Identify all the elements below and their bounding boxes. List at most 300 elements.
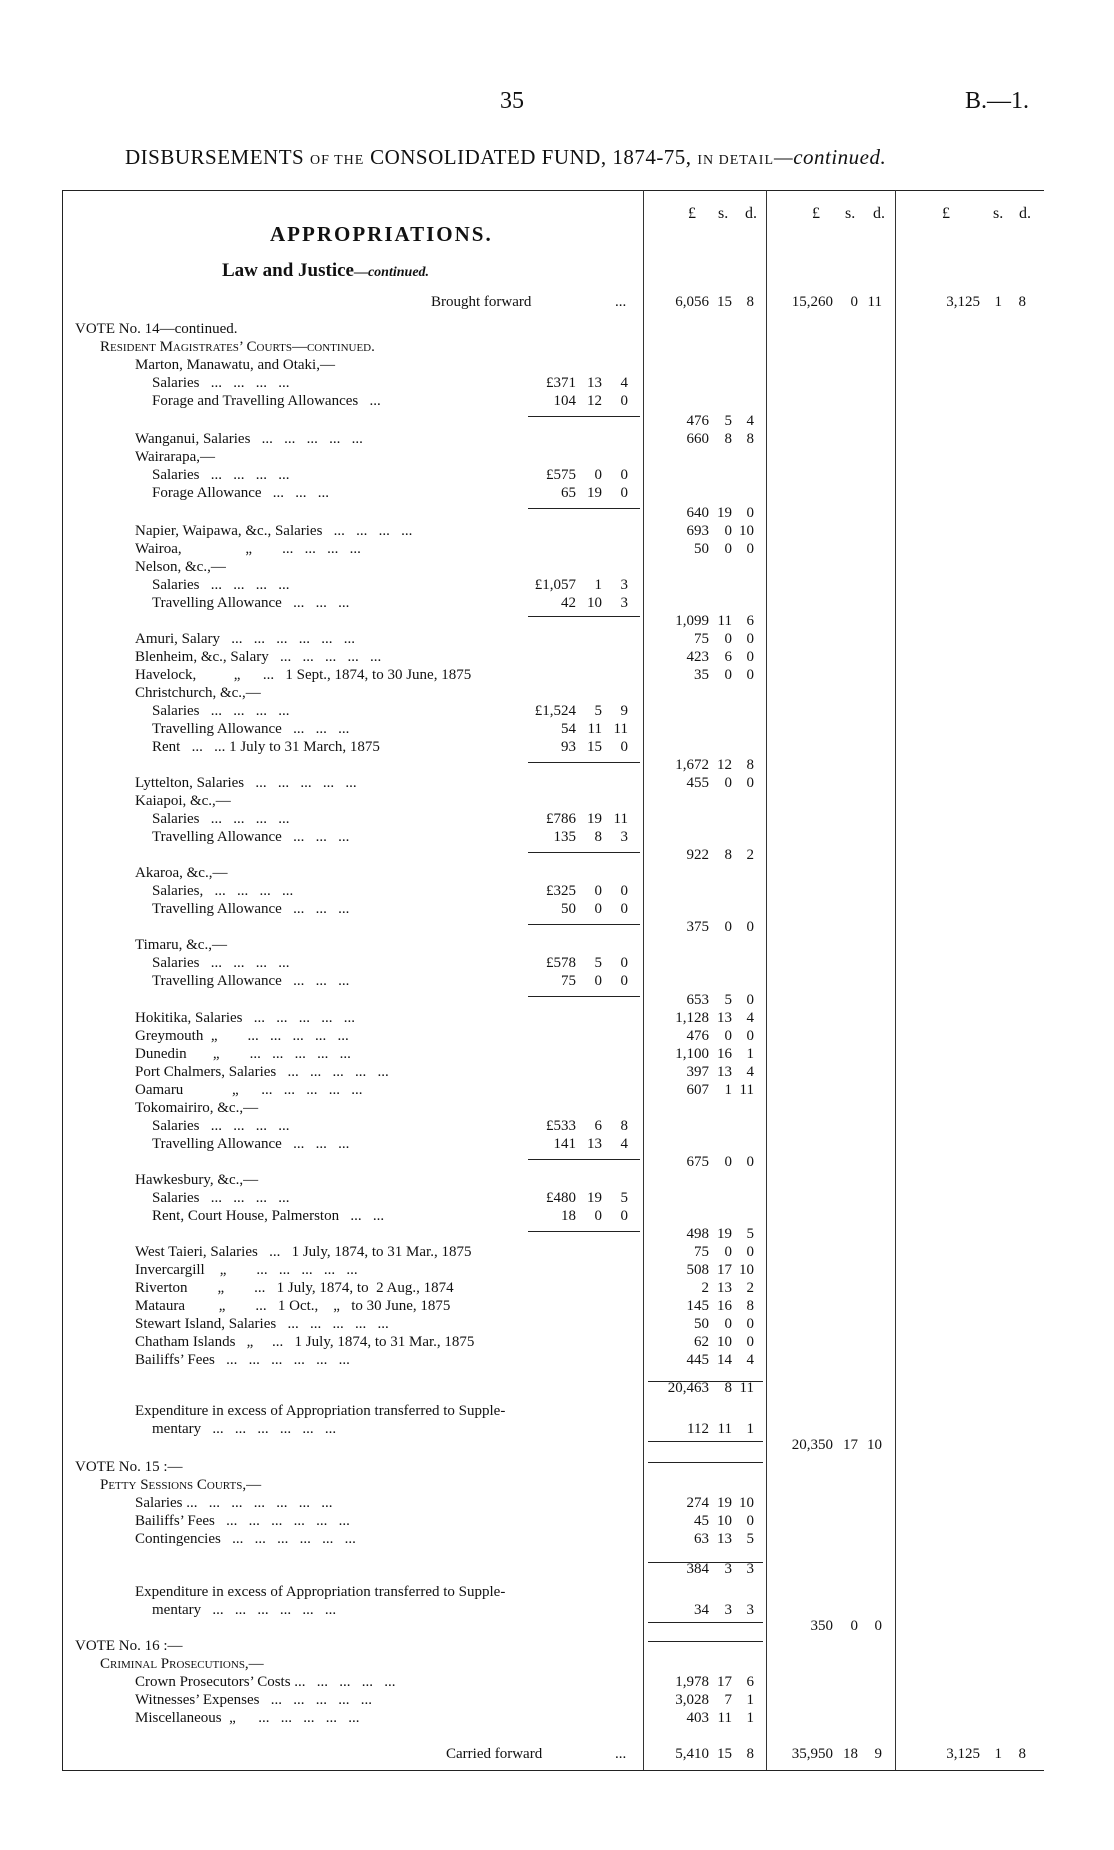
table-row	[0, 756, 1114, 774]
amount-shillings: 6	[724, 649, 732, 665]
row-label: Invercargill „ ... ... ... ... ...	[135, 1262, 358, 1278]
subtotal-rule	[528, 1159, 640, 1160]
amount-pounds: 35	[694, 667, 709, 683]
amount-pence: 3	[746, 1602, 754, 1618]
table-row	[0, 1135, 1114, 1153]
table-row	[0, 540, 1114, 558]
row-label: Salaries, ... ... ... ...	[152, 883, 294, 899]
sub-amount-pence: 0	[620, 955, 628, 971]
amount-pence: 1	[746, 1421, 754, 1437]
amount-pence: 0	[746, 541, 754, 557]
law-title: Law and Justice	[222, 260, 354, 281]
amount-pounds: 63	[694, 1531, 709, 1547]
brought-forward-dots: ...	[615, 294, 627, 310]
row-label: Salaries ... ... ... ...	[152, 1190, 290, 1206]
row-label: Forage Allowance ... ... ...	[152, 485, 330, 501]
table-row	[0, 1315, 1114, 1333]
amount-pence: 0	[746, 505, 754, 521]
table-row	[0, 1153, 1114, 1171]
subtotal-rule	[528, 1231, 640, 1232]
table-row	[0, 1099, 1114, 1117]
total-amount-shillings: 0	[850, 1618, 858, 1634]
amount-pence: 8	[746, 1298, 754, 1314]
bf-col3-shillings: 1	[994, 294, 1002, 310]
col2-pence-header: d.	[873, 205, 885, 222]
table-row	[0, 1476, 1114, 1494]
sub-amount-pence: 0	[620, 883, 628, 899]
row-label: Port Chalmers, Salaries ... ... ... ... ...	[135, 1064, 389, 1080]
col1-pence-header: d.	[745, 205, 757, 222]
table-row	[0, 1027, 1114, 1045]
sub-amount-shillings: 13	[587, 1136, 602, 1152]
amount-pence: 11	[739, 1082, 754, 1098]
title-in-detail: IN DETAIL	[697, 153, 775, 168]
amount-shillings: 7	[724, 1692, 732, 1708]
sub-amount-shillings: 5	[594, 955, 602, 971]
sub-amount-pence: 0	[620, 739, 628, 755]
amount-shillings: 10	[717, 1334, 732, 1350]
law-and-justice-heading	[222, 260, 429, 282]
amount-pounds: 145	[686, 1298, 709, 1314]
amount-pounds: 50	[694, 1316, 709, 1332]
amount-shillings: 3	[724, 1602, 732, 1618]
row-label: Contingencies ... ... ... ... ... ...	[135, 1531, 356, 1547]
cf-col3-pounds: 3,125	[946, 1746, 980, 1762]
row-label: Witnesses’ Expenses ... ... ... ... ...	[135, 1692, 373, 1708]
table-row	[0, 1279, 1114, 1297]
table-row	[0, 792, 1114, 810]
amount-shillings: 19	[717, 1495, 732, 1511]
bf-col1-pounds: 6,056	[675, 294, 709, 310]
sub-amount-pence: 5	[620, 1190, 628, 1206]
sub-amount-pounds: 75	[561, 973, 576, 989]
bf-col2-pence: 11	[867, 294, 882, 310]
amount-shillings: 10	[717, 1513, 732, 1529]
cf-col2-shillings: 18	[843, 1746, 858, 1762]
sub-amount-pounds: £480	[546, 1190, 576, 1206]
subtotal-rule	[528, 416, 640, 417]
bf-col3-pence: 8	[1018, 294, 1026, 310]
amount-pounds: 375	[686, 919, 709, 935]
col1-shilling-header: s.	[718, 205, 729, 222]
amount-pounds: 20,463	[667, 1380, 709, 1396]
row-label: Crown Prosecutors’ Costs ... ... ... ... ...	[135, 1674, 396, 1690]
sub-amount-shillings: 5	[594, 703, 602, 719]
col3-pound-header: £	[942, 205, 950, 222]
amount-pounds: 75	[694, 1244, 709, 1260]
amount-pounds: 455	[686, 775, 709, 791]
title-continued: —continued.	[774, 145, 887, 169]
amount-pounds: 34	[694, 1602, 709, 1618]
total-amount-shillings: 17	[843, 1437, 858, 1453]
amount-pounds: 476	[686, 413, 709, 429]
table-row	[0, 1655, 1114, 1673]
col1-pound-header: £	[688, 205, 696, 222]
sub-amount-pounds: 42	[561, 595, 576, 611]
table-row	[0, 936, 1114, 954]
row-label: Timaru, &c.,—	[135, 937, 227, 953]
table-row	[0, 702, 1114, 720]
amount-pounds: 1,099	[675, 613, 709, 629]
sub-amount-shillings: 1	[594, 577, 602, 593]
sub-amount-pence: 3	[620, 595, 628, 611]
amount-pounds: 397	[686, 1064, 709, 1080]
title-main: DISBURSEMENTS	[125, 145, 305, 169]
row-label: Hokitika, Salaries ... ... ... ... ...	[135, 1010, 355, 1026]
table-row	[0, 1045, 1114, 1063]
table-row	[0, 1081, 1114, 1099]
amount-pounds: 1,978	[675, 1674, 709, 1690]
amount-pounds: 476	[686, 1028, 709, 1044]
table-row	[0, 1297, 1114, 1315]
sub-amount-shillings: 10	[587, 595, 602, 611]
table-row	[0, 1379, 1114, 1397]
amount-shillings: 0	[724, 523, 732, 539]
sub-amount-pence: 0	[620, 393, 628, 409]
sub-amount-shillings: 19	[587, 1190, 602, 1206]
table-row	[0, 1583, 1114, 1601]
amount-pounds: 640	[686, 505, 709, 521]
subtotal-rule	[528, 852, 640, 853]
sub-amount-pence: 11	[613, 721, 628, 737]
title-of: OF THE	[309, 153, 365, 168]
row-label: Travelling Allowance ... ... ...	[152, 595, 350, 611]
amount-pence: 10	[739, 1262, 754, 1278]
sub-amount-pounds: 54	[561, 721, 576, 737]
sub-amount-pounds: 104	[553, 393, 576, 409]
amount-pence: 4	[746, 413, 754, 429]
row-label: Salaries ... ... ... ... ... ... ...	[135, 1495, 333, 1511]
amount-pence: 0	[746, 1244, 754, 1260]
table-row	[0, 918, 1114, 936]
amount-pounds: 45	[694, 1513, 709, 1529]
row-label: Wairoa, „ ... ... ... ...	[135, 541, 361, 557]
brought-forward-label: Brought forward	[431, 294, 532, 310]
table-row	[0, 630, 1114, 648]
row-label: Salaries ... ... ... ...	[152, 467, 290, 483]
table-row	[0, 684, 1114, 702]
amount-pence: 0	[746, 775, 754, 791]
table-row	[0, 412, 1114, 430]
sub-amount-pence: 4	[620, 1136, 628, 1152]
amount-pence: 4	[746, 1010, 754, 1026]
amount-shillings: 19	[717, 505, 732, 521]
amount-pence: 4	[746, 1064, 754, 1080]
amount-shillings: 11	[717, 613, 732, 629]
amount-shillings: 12	[717, 757, 732, 773]
table-row	[0, 1530, 1114, 1548]
amount-pence: 1	[746, 1710, 754, 1726]
title-fund: CONSOLIDATED FUND, 1874-75,	[370, 145, 692, 169]
table-row	[0, 1560, 1114, 1578]
sub-amount-pounds: £575	[546, 467, 576, 483]
sub-amount-shillings: 15	[587, 739, 602, 755]
sub-amount-pounds: £578	[546, 955, 576, 971]
row-label: Expenditure in excess of Appropriation transferred to Supple-	[135, 1584, 506, 1600]
vote-heading: VOTE No. 16 :—	[75, 1638, 183, 1654]
bf-col1-pence: 8	[746, 294, 754, 310]
sub-amount-shillings: 6	[594, 1118, 602, 1134]
row-label: Dunedin „ ... ... ... ... ...	[135, 1046, 351, 1062]
bf-col2-pounds: 15,260	[791, 294, 833, 310]
table-row	[0, 1709, 1114, 1727]
total-rule	[648, 1441, 763, 1442]
subtotal-rule	[528, 924, 640, 925]
appropriations-heading: APPROPRIATIONS.	[270, 222, 493, 246]
table-row	[0, 900, 1114, 918]
table-row	[0, 1333, 1114, 1351]
table-row	[0, 810, 1114, 828]
row-label: Travelling Allowance ... ... ...	[152, 829, 350, 845]
amount-pounds: 2	[701, 1280, 709, 1296]
amount-shillings: 11	[717, 1710, 732, 1726]
amount-shillings: 13	[717, 1280, 732, 1296]
table-row	[0, 612, 1114, 630]
amount-pence: 0	[746, 1154, 754, 1170]
amount-shillings: 17	[717, 1262, 732, 1278]
amount-pence: 0	[746, 919, 754, 935]
table-row	[0, 1512, 1114, 1530]
amount-pounds: 274	[686, 1495, 709, 1511]
carried-forward-label: Carried forward	[446, 1746, 543, 1762]
amount-pence: 0	[746, 1028, 754, 1044]
row-label: Salaries ... ... ... ...	[152, 375, 290, 391]
amount-pounds: 693	[686, 523, 709, 539]
sub-amount-shillings: 0	[594, 1208, 602, 1224]
sub-amount-pence: 11	[613, 811, 628, 827]
amount-pence: 10	[739, 523, 754, 539]
sub-amount-pounds: 65	[561, 485, 576, 501]
sub-amount-pounds: 50	[561, 901, 576, 917]
row-label: Riverton „ ... 1 July, 1874, to 2 Aug., 1874	[135, 1280, 454, 1296]
table-row	[0, 504, 1114, 522]
amount-pounds: 508	[686, 1262, 709, 1278]
amount-shillings: 16	[717, 1298, 732, 1314]
subtotal-rule	[528, 508, 640, 509]
table-row	[0, 466, 1114, 484]
table-row	[0, 972, 1114, 990]
row-label: Salaries ... ... ... ...	[152, 955, 290, 971]
row-label: Forage and Travelling Allowances ...	[152, 393, 381, 409]
row-label: Oamaru „ ... ... ... ... ...	[135, 1082, 363, 1098]
table-top-rule	[62, 190, 1044, 191]
amount-pounds: 384	[686, 1561, 709, 1577]
row-label: Kaiapoi, &c.,—	[135, 793, 231, 809]
row-label: Marton, Manawatu, and Otaki,—	[135, 357, 335, 373]
row-label: Salaries ... ... ... ...	[152, 1118, 290, 1134]
row-label: Expenditure in excess of Appropriation transferred to Supple-	[135, 1403, 506, 1419]
amount-pence: 6	[746, 1674, 754, 1690]
table-row	[0, 864, 1114, 882]
table-row	[0, 1243, 1114, 1261]
amount-pence: 1	[746, 1692, 754, 1708]
amount-shillings: 0	[724, 541, 732, 557]
sub-amount-pence: 9	[620, 703, 628, 719]
table-row	[0, 1207, 1114, 1225]
amount-shillings: 5	[724, 992, 732, 1008]
total-rule	[648, 1381, 763, 1382]
amount-pounds: 112	[687, 1421, 709, 1437]
amount-shillings: 0	[724, 1154, 732, 1170]
amount-pounds: 62	[694, 1334, 709, 1350]
row-label: mentary ... ... ... ... ... ...	[152, 1602, 337, 1618]
sub-amount-shillings: 19	[587, 811, 602, 827]
total-rule	[648, 1562, 763, 1563]
table-row	[0, 338, 1114, 356]
sub-amount-pounds: £1,524	[534, 703, 576, 719]
amount-pence: 2	[746, 847, 754, 863]
amount-shillings: 8	[724, 847, 732, 863]
row-label: Chatham Islands „ ... 1 July, 1874, to 31 Mar., 1875	[135, 1334, 475, 1350]
amount-shillings: 0	[724, 1316, 732, 1332]
col2-pound-header: £	[812, 205, 820, 222]
total-amount-pence: 0	[874, 1618, 882, 1634]
row-label: mentary ... ... ... ... ... ...	[152, 1421, 337, 1437]
total-amount-pounds: 20,350	[791, 1437, 833, 1453]
cf-col2-pence: 9	[874, 1746, 882, 1762]
amount-shillings: 0	[724, 1028, 732, 1044]
amount-pence: 2	[746, 1280, 754, 1296]
amount-pounds: 607	[686, 1082, 709, 1098]
page-title	[125, 145, 886, 170]
row-label: Wanganui, Salaries ... ... ... ... ...	[135, 431, 363, 447]
amount-shillings: 5	[724, 413, 732, 429]
row-label: Travelling Allowance ... ... ...	[152, 901, 350, 917]
total-rule	[648, 1622, 763, 1623]
row-label: Salaries ... ... ... ...	[152, 577, 290, 593]
amount-pounds: 423	[686, 649, 709, 665]
amount-shillings: 17	[717, 1674, 732, 1690]
table-row	[0, 1402, 1114, 1420]
sub-amount-pounds: £533	[546, 1118, 576, 1134]
amount-pounds: 1,672	[675, 757, 709, 773]
amount-shillings: 0	[724, 631, 732, 647]
cf-col3-pence: 8	[1018, 1746, 1026, 1762]
sub-amount-shillings: 0	[594, 901, 602, 917]
table-row	[0, 320, 1114, 338]
amount-shillings: 13	[717, 1531, 732, 1547]
amount-pounds: 675	[686, 1154, 709, 1170]
table-row	[0, 1171, 1114, 1189]
table-row	[0, 522, 1114, 540]
amount-pounds: 1,128	[675, 1010, 709, 1026]
amount-pence: 6	[746, 613, 754, 629]
cf-col2-pounds: 35,950	[791, 1746, 833, 1762]
row-label: Christchurch, &c.,—	[135, 685, 261, 701]
sub-amount-shillings: 0	[594, 973, 602, 989]
row-label: Bailiffs’ Fees ... ... ... ... ... ...	[135, 1352, 350, 1368]
row-label: Rent ... ... 1 July to 31 March, 1875	[152, 739, 380, 755]
total-amount-pence: 10	[867, 1437, 882, 1453]
row-label: Greymouth „ ... ... ... ... ...	[135, 1028, 349, 1044]
table-row	[0, 576, 1114, 594]
sub-amount-pounds: £786	[546, 811, 576, 827]
cf-col1-pence: 8	[746, 1746, 754, 1762]
amount-pence: 4	[746, 1352, 754, 1368]
amount-pence: 5	[746, 1226, 754, 1242]
amount-shillings: 0	[724, 919, 732, 935]
row-label: Tokomairiro, &c.,—	[135, 1100, 259, 1116]
amount-shillings: 1	[724, 1082, 732, 1098]
table-row	[0, 374, 1114, 392]
row-label: Lyttelton, Salaries ... ... ... ... ...	[135, 775, 357, 791]
row-label: Amuri, Salary ... ... ... ... ... ...	[135, 631, 355, 647]
col2-shilling-header: s.	[845, 205, 856, 222]
table-row	[0, 1494, 1114, 1512]
table-row	[0, 558, 1114, 576]
table-row	[0, 720, 1114, 738]
row-label: Havelock, „ ... 1 Sept., 1874, to 30 June, 1875	[135, 667, 472, 683]
row-label: Travelling Allowance ... ... ...	[152, 973, 350, 989]
amount-pence: 11	[739, 1380, 754, 1396]
amount-pence: 8	[746, 431, 754, 447]
sub-amount-pence: 8	[620, 1118, 628, 1134]
row-label: Stewart Island, Salaries ... ... ... ... ...	[135, 1316, 389, 1332]
amount-shillings: 0	[724, 667, 732, 683]
table-row	[0, 1637, 1114, 1655]
table-row	[0, 846, 1114, 864]
amount-pence: 0	[746, 1316, 754, 1332]
row-label: Miscellaneous „ ... ... ... ... ...	[135, 1710, 360, 1726]
table-row	[0, 1458, 1114, 1476]
sub-amount-pounds: 135	[553, 829, 576, 845]
total-rule	[648, 1641, 763, 1642]
amount-pounds: 660	[686, 431, 709, 447]
table-row	[0, 1617, 1114, 1635]
cf-col3-shillings: 1	[994, 1746, 1002, 1762]
vote-heading: VOTE No. 14—continued.	[75, 321, 238, 337]
table-row	[0, 666, 1114, 684]
cf-col1-shillings: 15	[717, 1746, 732, 1762]
row-label: Hawkesbury, &c.,—	[135, 1172, 259, 1188]
sub-amount-pounds: 93	[561, 739, 576, 755]
table-row	[0, 484, 1114, 502]
amount-pounds: 922	[686, 847, 709, 863]
amount-shillings: 13	[717, 1010, 732, 1026]
row-label: Blenheim, &c., Salary ... ... ... ... ...	[135, 649, 382, 665]
sub-amount-pence: 3	[620, 577, 628, 593]
amount-shillings: 16	[717, 1046, 732, 1062]
table-row	[0, 1351, 1114, 1369]
sub-amount-shillings: 19	[587, 485, 602, 501]
row-label: West Taieri, Salaries ... 1 July, 1874, to 31 Mar., 1875	[135, 1244, 472, 1260]
table-row	[0, 594, 1114, 612]
subtotal-rule	[528, 616, 640, 617]
sub-amount-shillings: 13	[587, 375, 602, 391]
amount-pounds: 445	[686, 1352, 709, 1368]
table-row	[0, 1189, 1114, 1207]
subsection-heading: Resident Magistrates’ Courts—continued.	[100, 339, 375, 355]
law-continued: —continued.	[353, 265, 430, 280]
sub-amount-shillings: 0	[594, 467, 602, 483]
table-row	[0, 1225, 1114, 1243]
amount-pounds: 498	[686, 1226, 709, 1242]
sub-amount-pounds: 141	[553, 1136, 576, 1152]
page-number: 35	[500, 88, 524, 114]
col3-shilling-header: s.	[993, 205, 1004, 222]
table-row	[0, 1261, 1114, 1279]
table-bottom-rule	[62, 1770, 1044, 1771]
table-row	[0, 882, 1114, 900]
sub-amount-pence: 3	[620, 829, 628, 845]
table-row	[0, 648, 1114, 666]
row-label: Rent, Court House, Palmerston ... ...	[152, 1208, 385, 1224]
subtotal-rule	[528, 762, 640, 763]
carried-forward-row	[0, 1745, 1114, 1763]
sub-amount-pence: 0	[620, 1208, 628, 1224]
row-label: Bailiffs’ Fees ... ... ... ... ... ...	[135, 1513, 350, 1529]
cf-col1-pounds: 5,410	[675, 1746, 709, 1762]
